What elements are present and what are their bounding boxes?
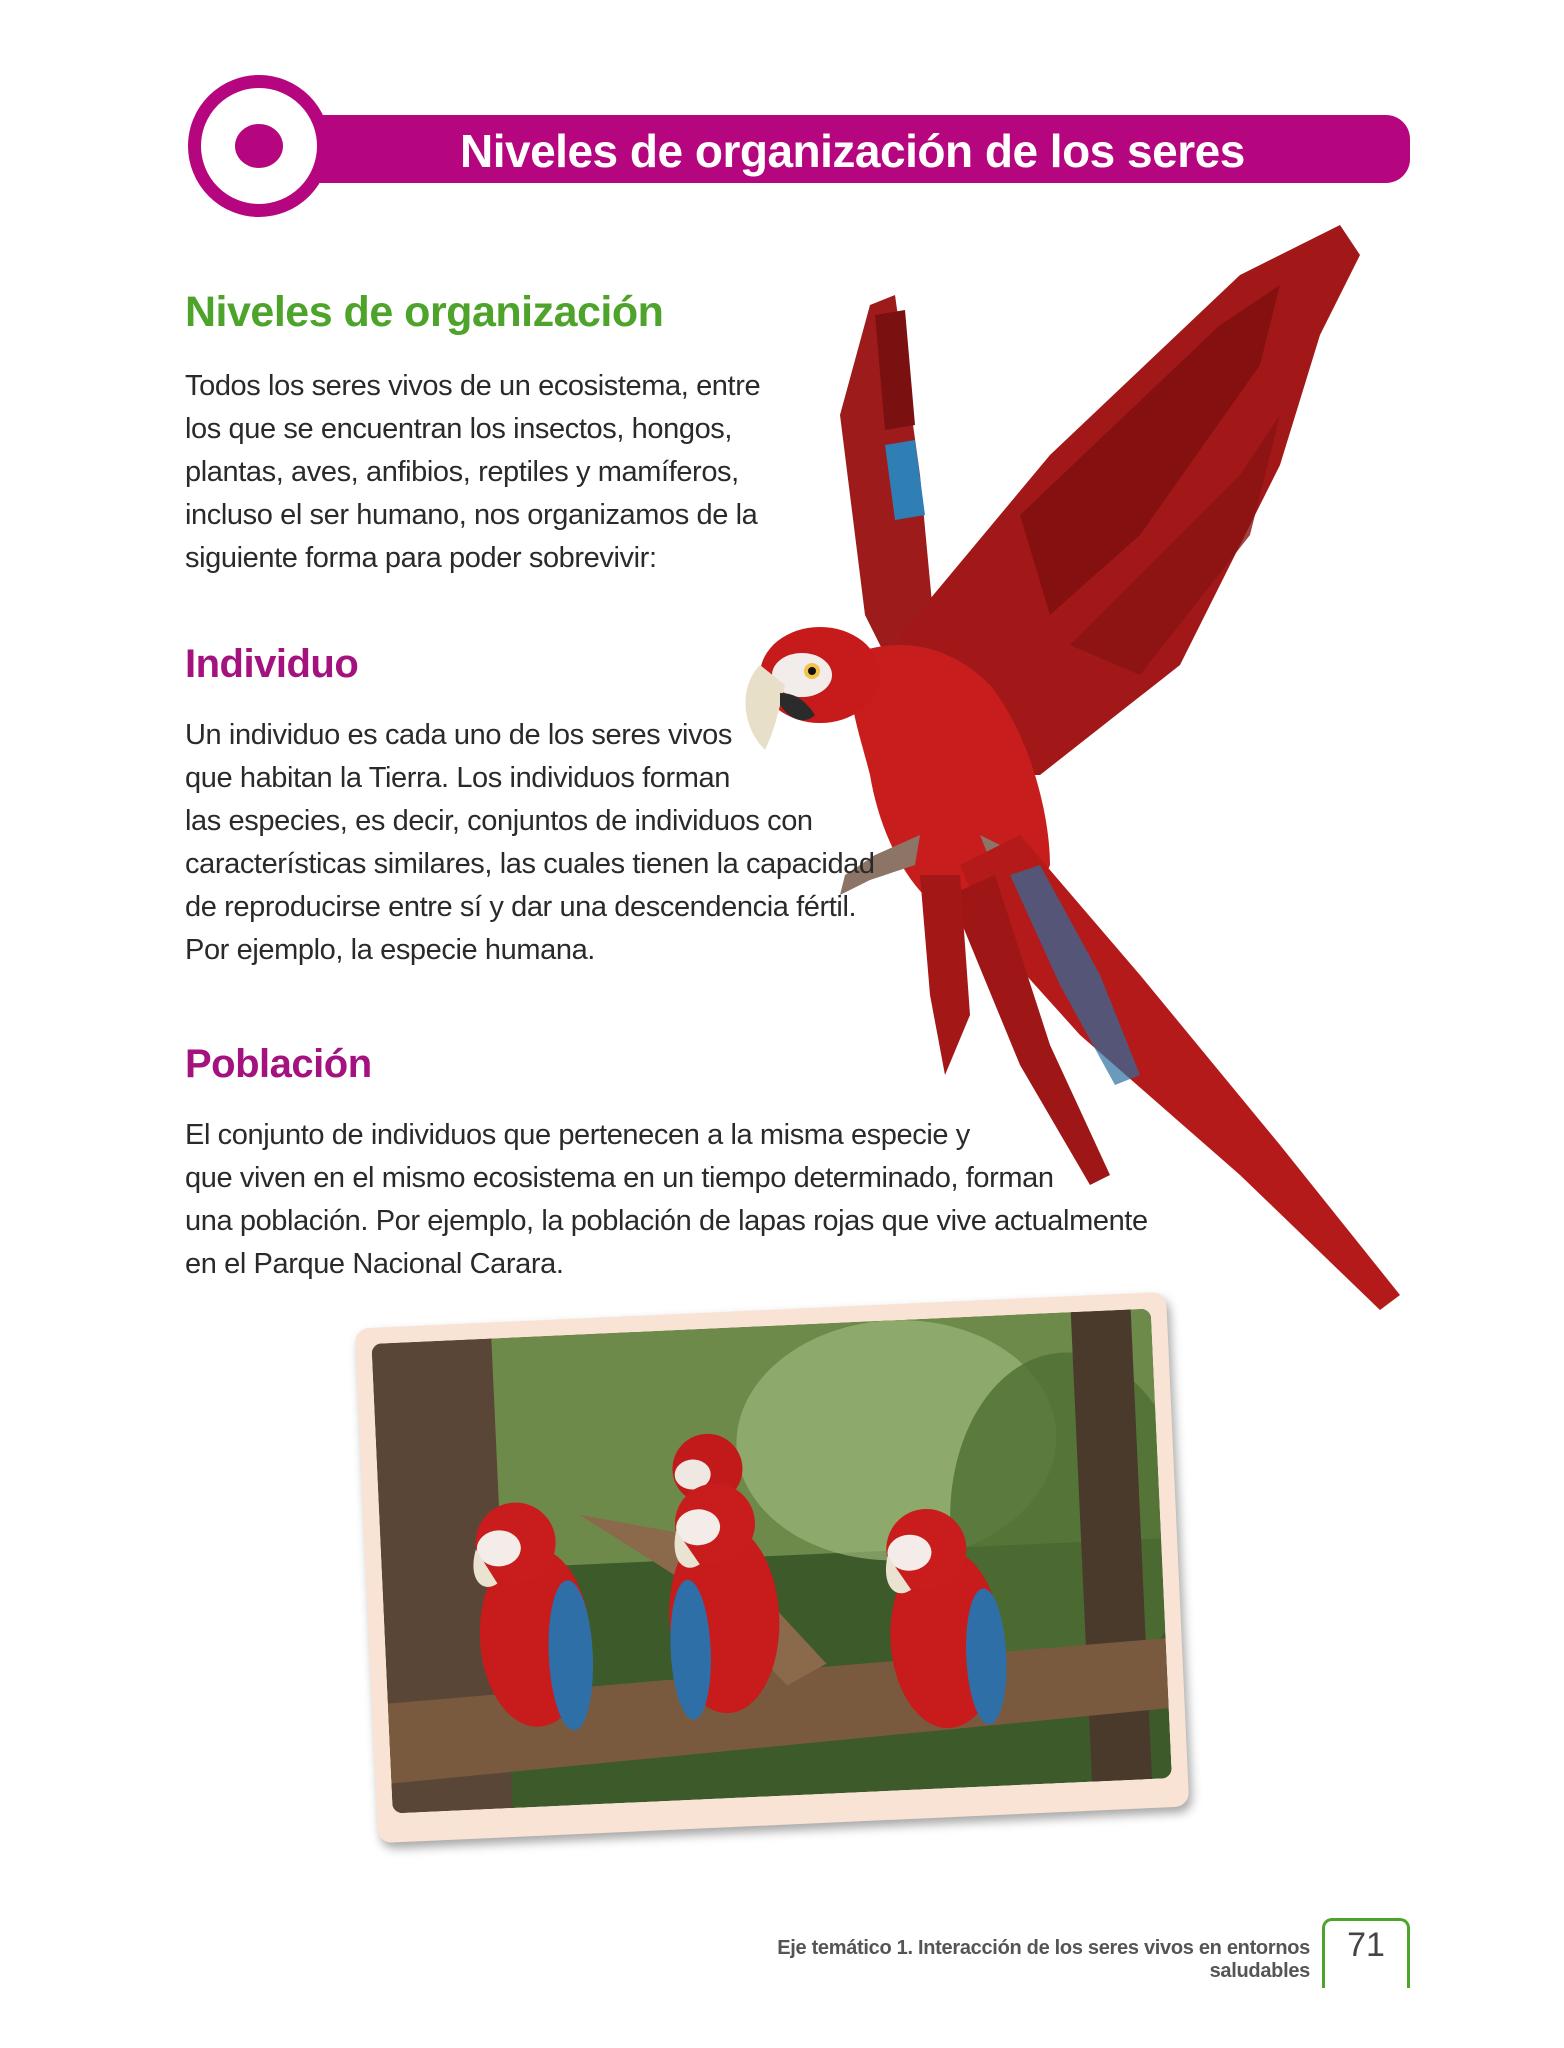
section-paragraph-niveles — [185, 365, 760, 580]
text-line: siguiente forma para poder sobrevivir: — [185, 542, 657, 574]
text-line: en el Parque Nacional Carara. — [185, 1248, 564, 1280]
text-line: de reproducirse entre sí y dar una descendencia fértil. — [185, 891, 857, 923]
text-line: los que se encuentran los insectos, hongos, — [185, 413, 733, 445]
text-line: características similares, las cuales tienen la capacidad — [185, 848, 875, 880]
section-heading-individuo: Individuo — [185, 642, 359, 686]
macaw-population-photo — [371, 1309, 1172, 1814]
text-line: que viven en el mismo ecosistema en un tiempo determinado, forman — [185, 1162, 1054, 1194]
header-dot-icon — [235, 124, 283, 168]
text-line: plantas, aves, anfibios, reptiles y mamíferos, — [185, 456, 739, 488]
text-line: Por ejemplo, la especie humana. — [185, 934, 595, 966]
text-line: las especies, es decir, conjuntos de individuos con — [185, 805, 813, 837]
section-heading-niveles: Niveles de organización — [185, 288, 664, 336]
text-line: una población. Por ejemplo, la población de lapas rojas que vive actualmente — [185, 1205, 1148, 1237]
text-line: que habitan la Tierra. Los individuos forman — [185, 762, 731, 794]
page-number: 71 — [1347, 1926, 1385, 1964]
text-line: incluso el ser humano, nos organizamos de la — [185, 499, 758, 531]
text-line: Todos los seres vivos de un ecosistema, entre — [185, 370, 761, 402]
text-line: El conjunto de individuos que pertenecen a la misma especie y — [185, 1119, 970, 1151]
page-title: Niveles de organización de los seres vivos — [460, 125, 1245, 239]
section-paragraph-individuo — [185, 714, 875, 972]
footer-text: Eje temático 1. Interacción de los seres vivos en entornos saludables — [777, 1937, 1310, 1982]
macaw-population-photo-card — [355, 1292, 1190, 1843]
section-heading-poblacion: Población — [185, 1042, 372, 1086]
section-paragraph-poblacion — [185, 1114, 1148, 1286]
text-line: Un individuo es cada uno de los seres vivos — [185, 719, 733, 751]
